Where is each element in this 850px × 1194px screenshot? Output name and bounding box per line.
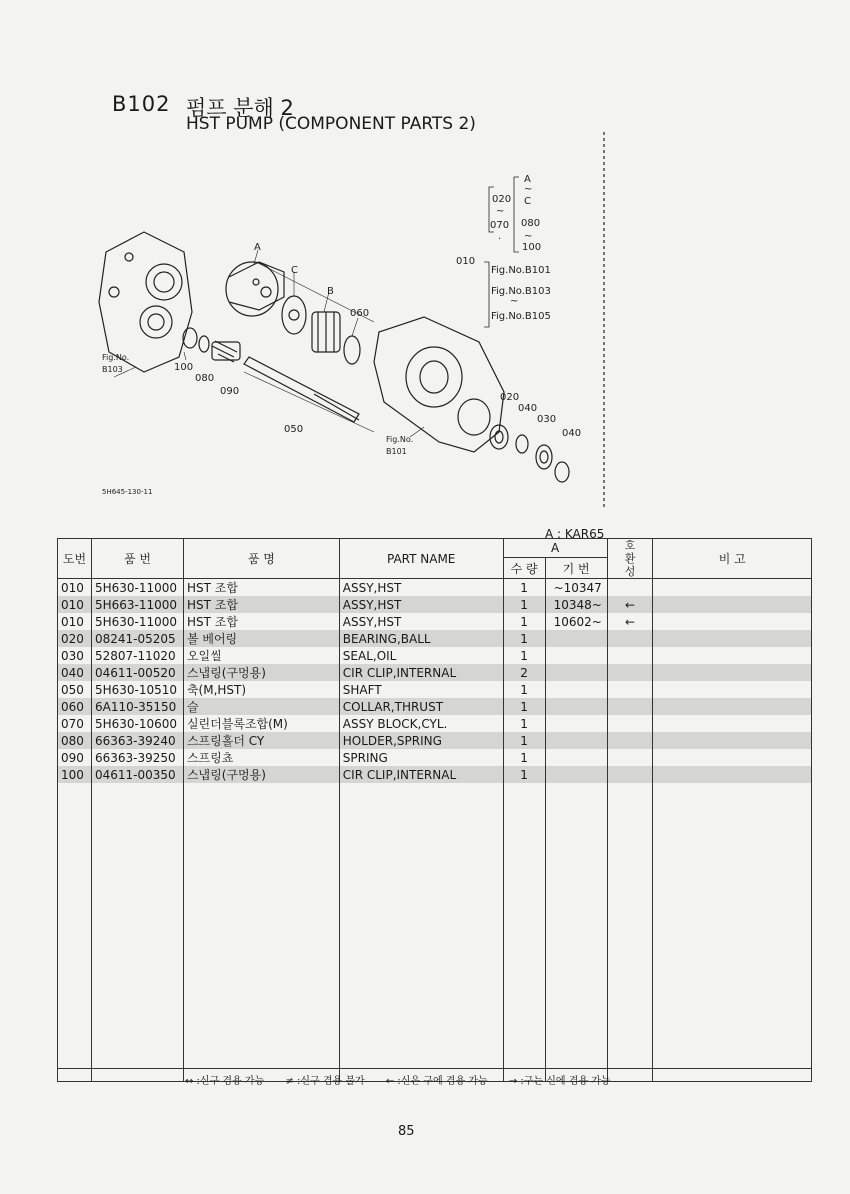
cell-part-no: 66363-39240 bbox=[91, 732, 183, 749]
cell-part-no: 5H630-11000 bbox=[91, 579, 183, 597]
cell-ref: 100 bbox=[58, 766, 92, 783]
applicability-note: A : KAR65 bbox=[545, 527, 605, 541]
cell-name-ko: HST 조합 bbox=[183, 613, 339, 630]
col-name-ko: 품 명 bbox=[183, 539, 339, 579]
cell-name-ko: 슬 bbox=[183, 698, 339, 715]
col-ref: 도번 bbox=[58, 539, 92, 579]
cell-serial bbox=[545, 664, 607, 681]
cell-serial: 10348~ bbox=[545, 596, 607, 613]
label-tilde2: ~ bbox=[524, 184, 533, 195]
cell-remarks bbox=[653, 698, 812, 715]
cell-serial bbox=[545, 630, 607, 647]
empty-cell bbox=[503, 783, 545, 1082]
cell-name-en: ASSY,HST bbox=[339, 613, 503, 630]
label-090: 090 bbox=[220, 386, 240, 397]
label-030: 030 bbox=[537, 414, 557, 425]
label-tilde1: ~ bbox=[496, 206, 505, 217]
cell-part-no: 08241-05205 bbox=[91, 630, 183, 647]
cell-name-en: ASSY BLOCK,CYL. bbox=[339, 715, 503, 732]
cell-name-ko: 오일씰 bbox=[183, 647, 339, 664]
label-080: 080 bbox=[195, 373, 215, 384]
cell-qty: 1 bbox=[503, 630, 545, 647]
cell-interchange bbox=[607, 766, 653, 783]
table-row bbox=[58, 630, 812, 647]
section-code: B102 bbox=[112, 92, 171, 116]
label-040b: 040 bbox=[562, 428, 582, 439]
label-fig101: Fig.No.B101 bbox=[491, 265, 551, 276]
label-fig-left: B103 bbox=[102, 365, 123, 374]
legend-item: → :구는 신에 겸용 가능 bbox=[508, 1076, 611, 1087]
cell-name-en: SHAFT bbox=[339, 681, 503, 698]
empty-cell bbox=[545, 783, 607, 1082]
cell-name-en: SPRING bbox=[339, 749, 503, 766]
cell-serial bbox=[545, 732, 607, 749]
section-title-en: HST PUMP (COMPONENT PARTS 2) bbox=[186, 114, 476, 134]
cell-part-no: 6A110-35150 bbox=[91, 698, 183, 715]
cell-remarks bbox=[653, 749, 812, 766]
empty-cell bbox=[339, 783, 503, 1082]
col-remarks: 비 고 bbox=[653, 539, 812, 579]
empty-cell bbox=[607, 783, 653, 1082]
cell-interchange bbox=[607, 749, 653, 766]
cell-name-ko: HST 조합 bbox=[183, 596, 339, 613]
cell-ref: 010 bbox=[58, 596, 92, 613]
legend-item: ≠ :신구 겸용 불가 bbox=[285, 1076, 365, 1087]
cell-serial bbox=[545, 749, 607, 766]
label-100: 100 bbox=[174, 362, 194, 373]
label-b: B bbox=[327, 286, 334, 297]
col-name-en: PART NAME bbox=[339, 539, 503, 579]
table-row bbox=[58, 596, 812, 613]
label-figno-right: Fig.No. bbox=[386, 435, 414, 444]
cell-remarks bbox=[653, 596, 812, 613]
cell-interchange bbox=[607, 698, 653, 715]
table-row bbox=[58, 613, 812, 630]
cell-qty: 1 bbox=[503, 749, 545, 766]
cell-interchange bbox=[607, 732, 653, 749]
cell-remarks bbox=[653, 732, 812, 749]
cell-ref: 070 bbox=[58, 715, 92, 732]
cell-name-en: CIR CLIP,INTERNAL bbox=[339, 664, 503, 681]
empty-cell bbox=[183, 783, 339, 1082]
col-part-no: 품 번 bbox=[91, 539, 183, 579]
empty-cell bbox=[91, 783, 183, 1082]
section-title-ko: 펌프 분해 2 bbox=[186, 96, 294, 120]
col-qty: 수 량 bbox=[503, 558, 545, 579]
cell-part-no: 66363-39250 bbox=[91, 749, 183, 766]
cell-ref: 020 bbox=[58, 630, 92, 647]
cell-ref: 010 bbox=[58, 579, 92, 597]
label-010: 010 bbox=[456, 256, 476, 267]
cell-qty: 1 bbox=[503, 732, 545, 749]
label-020r: 020 bbox=[492, 194, 512, 205]
cell-serial bbox=[545, 698, 607, 715]
label-060: 060 bbox=[350, 308, 370, 319]
table-row bbox=[58, 732, 812, 749]
cell-name-ko: 스냅링(구멍용) bbox=[183, 664, 339, 681]
label-ra: A bbox=[524, 174, 531, 185]
cell-part-no: 04611-00350 bbox=[91, 766, 183, 783]
cell-remarks bbox=[653, 681, 812, 698]
cell-ref: 040 bbox=[58, 664, 92, 681]
interchange-legend bbox=[185, 1072, 629, 1087]
page-number: 85 bbox=[398, 1124, 415, 1139]
table-row bbox=[58, 715, 812, 732]
drawing-number: 5H645-130-11 bbox=[102, 488, 153, 496]
cell-remarks bbox=[653, 613, 812, 630]
table-row bbox=[58, 579, 812, 597]
cell-remarks bbox=[653, 647, 812, 664]
empty-cell bbox=[58, 783, 92, 1082]
label-tilde3: ~ bbox=[524, 231, 533, 242]
label-020: 020 bbox=[500, 392, 520, 403]
cell-remarks bbox=[653, 766, 812, 783]
label-040a: 040 bbox=[518, 403, 538, 414]
cell-name-ko: 스프링홀더 CY bbox=[183, 732, 339, 749]
cell-qty: 1 bbox=[503, 766, 545, 783]
exploded-parts-diagram bbox=[84, 132, 614, 532]
cell-qty: 1 bbox=[503, 698, 545, 715]
cell-serial: 10602~ bbox=[545, 613, 607, 630]
cell-interchange bbox=[607, 664, 653, 681]
cell-qty: 1 bbox=[503, 596, 545, 613]
cell-part-no: 04611-00520 bbox=[91, 664, 183, 681]
cell-ref: 080 bbox=[58, 732, 92, 749]
label-tilde4: ~ bbox=[510, 296, 519, 307]
cell-serial bbox=[545, 681, 607, 698]
table-row bbox=[58, 647, 812, 664]
label-070: 070 bbox=[490, 220, 510, 231]
cell-interchange bbox=[607, 647, 653, 664]
legend-item: ↔ :신구 겸용 가능 bbox=[185, 1076, 265, 1087]
cell-serial bbox=[545, 647, 607, 664]
label-100r: 100 bbox=[522, 242, 542, 253]
table-row bbox=[58, 698, 812, 715]
cell-qty: 2 bbox=[503, 664, 545, 681]
cell-name-en: CIR CLIP,INTERNAL bbox=[339, 766, 503, 783]
cell-part-no: 5H630-10510 bbox=[91, 681, 183, 698]
cell-interchange bbox=[607, 630, 653, 647]
parts-table bbox=[57, 538, 812, 1082]
label-figno-left: Fig.No. bbox=[102, 353, 130, 362]
cell-part-no: 5H663-11000 bbox=[91, 596, 183, 613]
cell-ref: 010 bbox=[58, 613, 92, 630]
cell-ref: 030 bbox=[58, 647, 92, 664]
cell-name-ko: 실린더블록조합(M) bbox=[183, 715, 339, 732]
label-050: 050 bbox=[284, 424, 304, 435]
empty-cell bbox=[653, 783, 812, 1082]
footer-rule bbox=[57, 1068, 812, 1069]
label-c: C bbox=[291, 265, 298, 276]
label-080r: 080 bbox=[521, 218, 541, 229]
col-serial: 기 번 bbox=[545, 558, 607, 579]
cell-qty: 1 bbox=[503, 613, 545, 630]
cell-remarks bbox=[653, 579, 812, 597]
col-interchange: 호 환 성 bbox=[607, 539, 653, 579]
cell-interchange bbox=[607, 579, 653, 597]
label-rc: C bbox=[524, 196, 531, 207]
legend-item: ← :신은 구에 겸용 가능 bbox=[385, 1076, 488, 1087]
cell-serial: ~10347 bbox=[545, 579, 607, 597]
label-dot: · bbox=[498, 234, 502, 245]
cell-remarks bbox=[653, 715, 812, 732]
cell-remarks bbox=[653, 630, 812, 647]
cell-part-no: 5H630-10600 bbox=[91, 715, 183, 732]
cell-ref: 050 bbox=[58, 681, 92, 698]
table-row bbox=[58, 664, 812, 681]
cell-name-ko: 스프링쵸 bbox=[183, 749, 339, 766]
cell-name-en: SEAL,OIL bbox=[339, 647, 503, 664]
cell-part-no: 52807-11020 bbox=[91, 647, 183, 664]
cell-part-no: 5H630-11000 bbox=[91, 613, 183, 630]
empty-rows bbox=[58, 783, 812, 1082]
cell-name-ko: 축(M,HST) bbox=[183, 681, 339, 698]
table-row bbox=[58, 749, 812, 766]
cell-ref: 090 bbox=[58, 749, 92, 766]
cell-interchange bbox=[607, 715, 653, 732]
table-row bbox=[58, 681, 812, 698]
cell-name-ko: HST 조합 bbox=[183, 579, 339, 597]
cell-qty: 1 bbox=[503, 681, 545, 698]
cell-qty: 1 bbox=[503, 647, 545, 664]
cell-ref: 060 bbox=[58, 698, 92, 715]
cell-name-ko: 스냅링(구멍용) bbox=[183, 766, 339, 783]
cell-qty: 1 bbox=[503, 715, 545, 732]
col-group-a: A bbox=[503, 539, 607, 558]
cell-serial bbox=[545, 715, 607, 732]
cell-name-en: HOLDER,SPRING bbox=[339, 732, 503, 749]
cell-interchange bbox=[607, 681, 653, 698]
cell-qty: 1 bbox=[503, 579, 545, 597]
cell-remarks bbox=[653, 664, 812, 681]
cell-name-ko: 볼 베어링 bbox=[183, 630, 339, 647]
cell-name-en: ASSY,HST bbox=[339, 596, 503, 613]
label-fig103: Fig.No.B103 bbox=[491, 286, 551, 297]
table-row bbox=[58, 766, 812, 783]
cell-interchange: ← bbox=[607, 613, 653, 630]
label-fig105: Fig.No.B105 bbox=[491, 311, 551, 322]
cell-name-en: ASSY,HST bbox=[339, 579, 503, 597]
label-a: A bbox=[254, 242, 261, 253]
cell-interchange: ← bbox=[607, 596, 653, 613]
cell-serial bbox=[545, 766, 607, 783]
cell-name-en: BEARING,BALL bbox=[339, 630, 503, 647]
label-fig-right: B101 bbox=[386, 447, 407, 456]
cell-name-en: COLLAR,THRUST bbox=[339, 698, 503, 715]
